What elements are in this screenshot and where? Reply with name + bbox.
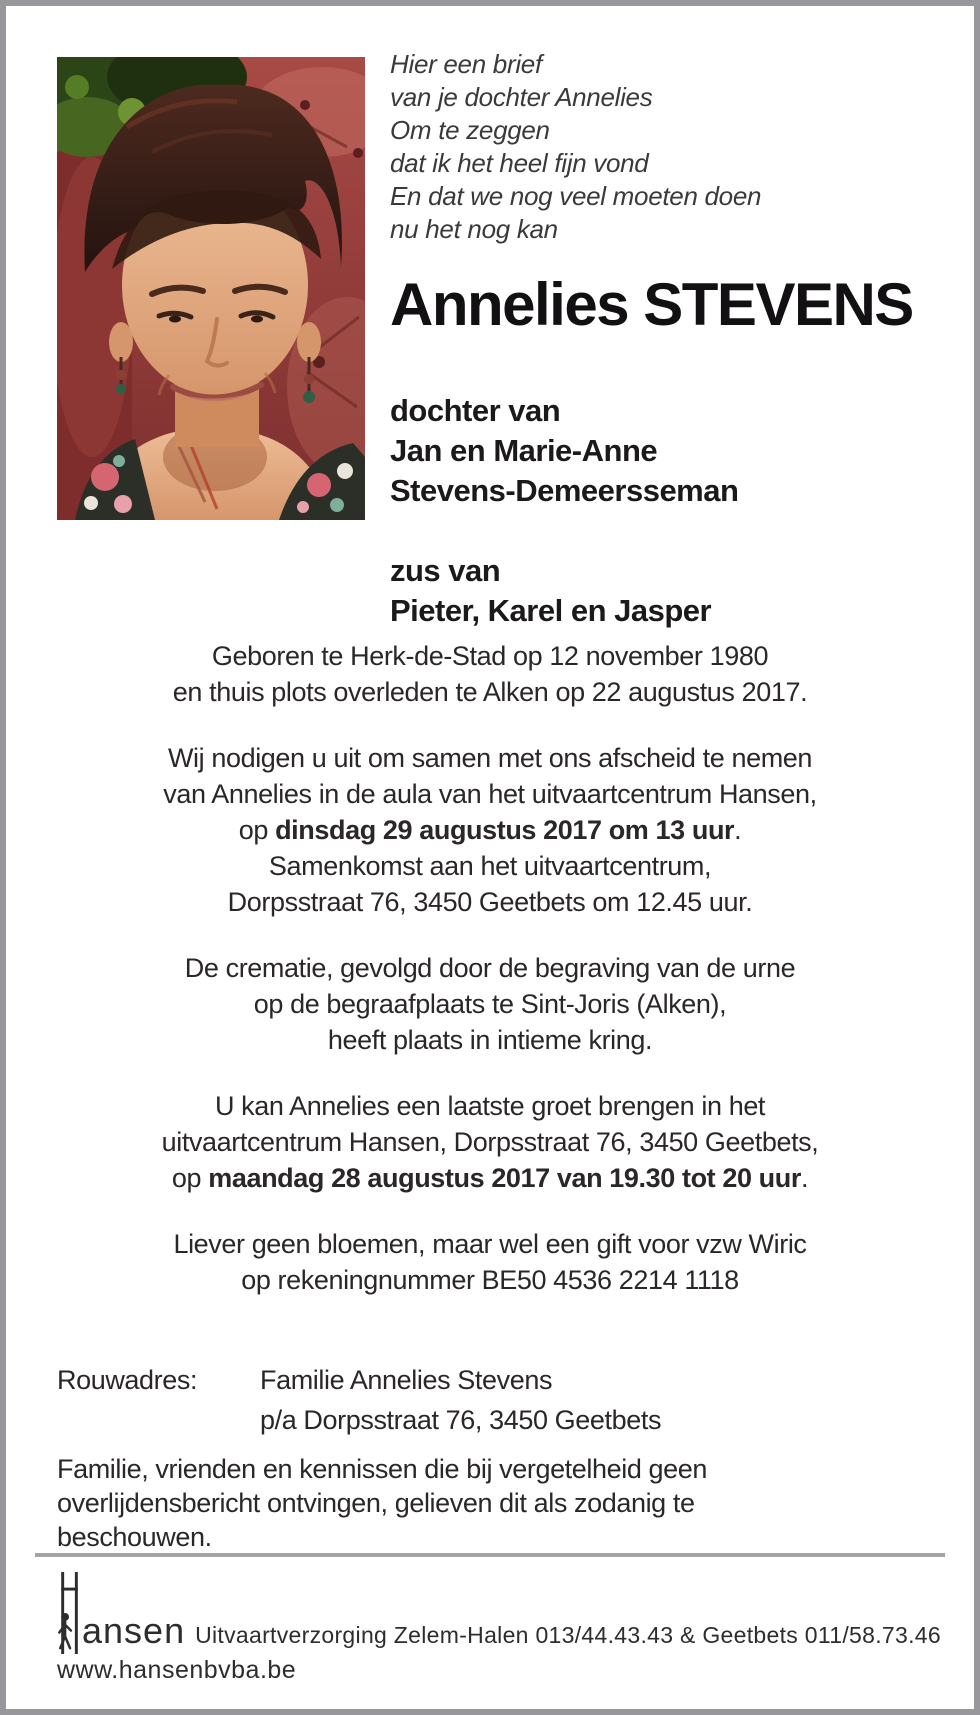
text-line: uitvaartcentrum Hansen, Dorpsstraat 76, 3450 Geetbets, — [161, 1127, 819, 1157]
text-line: p/a Dorpsstraat 76, 3450 Geetbets — [260, 1405, 662, 1435]
text-line: Familie Annelies Stevens — [260, 1365, 553, 1395]
ceremony-datetime: dinsdag 29 augustus 2017 om 13 uur — [275, 815, 735, 845]
text-line: Dorpsstraat 76, 3450 Geetbets om 12.45 uur. — [227, 887, 753, 917]
text-line — [30, 812, 950, 848]
poem-line: Om te zeggen — [390, 115, 550, 145]
text-line: op rekeningnummer BE50 4536 2214 1118 — [241, 1265, 739, 1295]
footer-website: www.hansenbvba.be — [57, 1656, 297, 1684]
mourning-address — [57, 1360, 661, 1440]
text-line: Familie, vrienden en kennissen die bij vergetelheid geen — [57, 1454, 708, 1484]
poem-line: van je dochter Annelies — [390, 82, 653, 112]
text-line: Samenkomst aan het uitvaartcentrum, — [268, 851, 712, 881]
poem-line: dat ik het heel fijn vond — [390, 148, 649, 178]
text-line: Geboren te Herk-de-Stad op 12 november 1980 — [211, 641, 769, 671]
text-segment: . — [734, 815, 742, 845]
poem — [390, 48, 956, 246]
mourning-address-label: Rouwadres: — [57, 1365, 198, 1395]
relation-name-line: Jan en Marie-Anne — [390, 433, 658, 468]
poem-line: En dat we nog veel moeten doen — [390, 181, 762, 211]
relation-daughter — [390, 391, 956, 511]
text-segment: . — [800, 1163, 809, 1193]
text-line: en thuis plots overleden te Alken op 22 augustus 2017. — [172, 677, 808, 707]
poem-line: Hier een brief — [390, 49, 542, 79]
poem-line: nu het nog kan — [390, 214, 558, 244]
footer-contact: Uitvaartverzorging Zelem-Halen 013/44.43.43 & Geetbets 011/58.73.46 — [195, 1622, 941, 1648]
text-line: op de begraafplaats te Sint-Joris (Alken), — [253, 989, 727, 1019]
relation-intro: zus van — [390, 553, 501, 588]
text-line: De crematie, gevolgd door de begraving van de urne — [184, 953, 796, 983]
text-line: U kan Annelies een laatste groet brengen in het — [214, 1091, 766, 1121]
deceased-name: Annelies STEVENS — [390, 271, 913, 338]
announcement-body — [30, 608, 950, 1328]
footer-divider — [35, 1553, 945, 1557]
text-line: van Annelies in de aula van het uitvaartcentrum Hansen, — [163, 779, 817, 809]
relation-intro: dochter van — [390, 393, 561, 428]
text-line: Wij nodigen u uit om samen met ons afscheid te nemen — [167, 743, 813, 773]
greeting-datetime: maandag 28 augustus 2017 van 19.30 tot 20 uur — [208, 1163, 801, 1193]
text-line: heeft plaats in intieme kring. — [327, 1025, 653, 1055]
forgetfulness-notice — [57, 1452, 707, 1554]
text-line: overlijdensbericht ontvingen, gelieven dit als zodanig te — [57, 1488, 695, 1518]
relation-name-line: Stevens-Demeersseman — [390, 473, 739, 508]
text-segment: op — [171, 1163, 209, 1193]
portrait-photo-art — [57, 57, 365, 520]
text-line: beschouwen. — [57, 1522, 212, 1552]
hansen-ladder-icon — [57, 1572, 83, 1654]
text-line: Liever geen bloemen, maar wel een gift voor vzw Wiric — [173, 1229, 807, 1259]
header-column — [390, 48, 956, 631]
brand-wordmark: ansen — [82, 1610, 186, 1651]
text-line — [30, 1160, 950, 1196]
mourning-address-value — [260, 1360, 661, 1440]
footer-brand-line — [57, 1568, 941, 1652]
relation-name-line: Pieter, Karel en Jasper — [390, 593, 712, 628]
footer — [57, 1568, 941, 1685]
portrait-photo — [57, 57, 365, 520]
text-segment: op — [238, 815, 276, 845]
